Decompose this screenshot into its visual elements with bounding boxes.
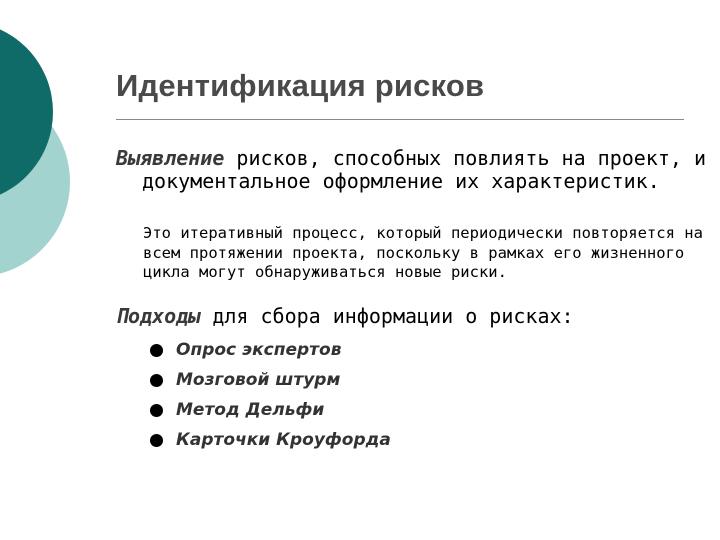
list-item: [150, 365, 391, 395]
definition-lead: Выявление: [116, 146, 225, 170]
list-item: [150, 335, 391, 365]
methods-list: [150, 335, 391, 455]
approaches-lead: Подходы: [116, 304, 201, 328]
slide-title: Идентификация рисков: [116, 68, 485, 103]
method-label: Опрос экспертов: [176, 340, 342, 360]
list-item: [150, 395, 391, 425]
bullet-icon: [150, 344, 163, 357]
bullet-icon: [150, 434, 163, 447]
approaches-text: для сбора информации о рисках:: [200, 304, 574, 328]
method-label: Метод Дельфи: [176, 400, 325, 420]
title-divider: [116, 119, 684, 120]
method-label: Мозговой штурм: [176, 370, 341, 390]
approaches-paragraph: [116, 305, 716, 328]
explanation-paragraph: Это итеративный процесс, который периодически повторяется на всем протяжении проекта, поскольку в рамках его жизненного цикла могут обнаруживаться новые риски.: [143, 224, 703, 281]
decorative-circles: [0, 0, 120, 300]
definition-paragraph: [116, 147, 720, 193]
list-item: [150, 425, 391, 455]
method-label: Карточки Кроуфорда: [176, 430, 391, 450]
bullet-icon: [150, 374, 163, 387]
bullet-icon: [150, 404, 163, 417]
definition-text: рисков, способных повлиять на проект, и документальное оформление их характеристик.: [142, 146, 707, 193]
